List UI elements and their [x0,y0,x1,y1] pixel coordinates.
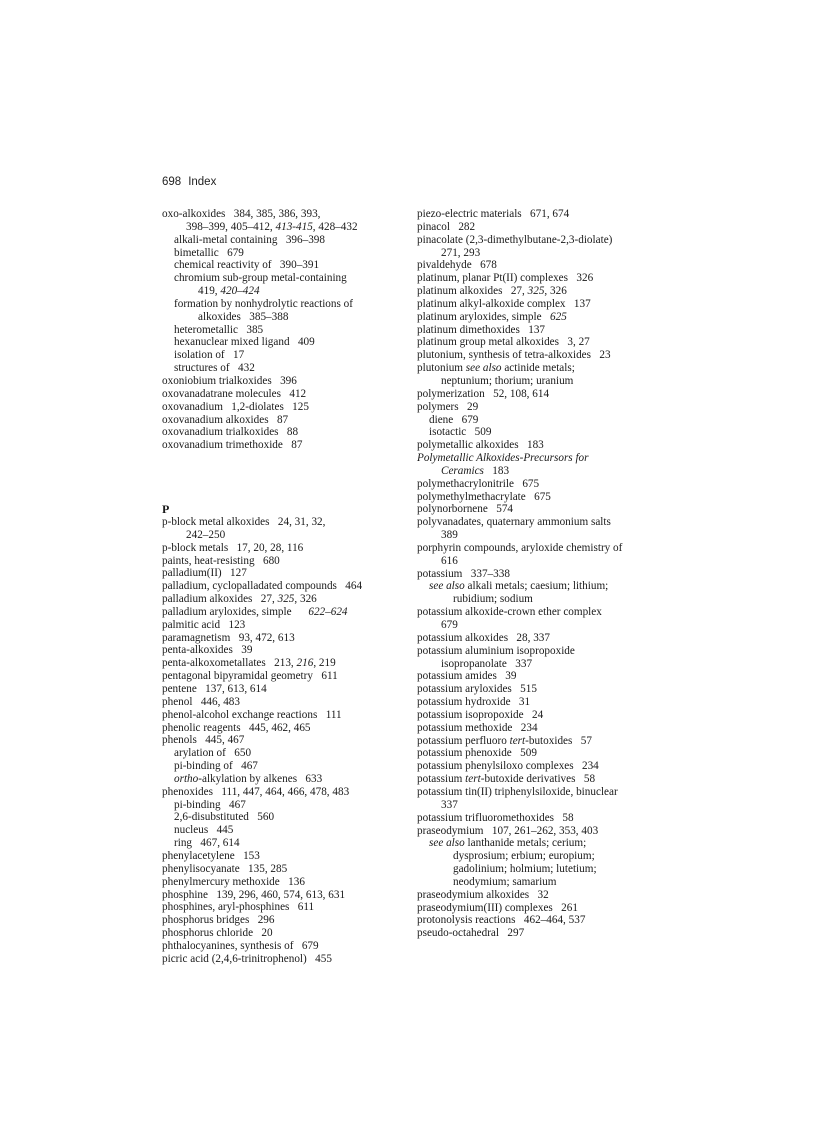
index-entry: phosphines, aryl-phosphines 611 [162,901,315,914]
index-subentry: rubidium; sodium [453,593,533,606]
index-subentry: 271, 293 [441,246,481,259]
index-entry: polymethylmethacrylate 675 [417,490,551,503]
index-subentry: pi-binding 467 [174,798,246,811]
index-entry: potassium hydroxide 31 [417,696,531,709]
page-header [162,176,216,188]
index-subentry: bimetallic 679 [174,246,244,259]
index-entry: potassium tin(II) triphenylsiloxide, binuclear [417,785,618,798]
index-entry: platinum, planar Pt(II) complexes 326 [417,272,594,285]
index-entry: plutonium, synthesis of tetra-alkoxides 23 [417,349,611,362]
index-entry: platinum alkoxides 27, 325, 326 [417,285,567,298]
index-entry: platinum aryloxides, simple 625 [417,310,567,323]
index-entry: paramagnetism 93, 472, 613 [162,631,295,644]
index-entry: pentene 137, 613, 614 [162,683,267,695]
index-entry: penta-alkoxides 39 [162,644,253,657]
index-entry: praseodymium alkoxides 32 [417,888,549,901]
index-entry: palmitic acid 123 [162,618,246,631]
index-subentry: chemical reactivity of 390–391 [174,259,320,272]
index-entry: phenols 445, 467 [162,734,245,747]
section-gap [162,452,402,503]
index-entry: potassium aluminium isopropoxide [417,644,575,657]
index-entry: phenol 446, 483 [162,695,240,708]
index-entry: oxovanadium trialkoxides 88 [162,426,299,439]
index-entry: oxo-alkoxides 384, 385, 386, 393, [162,208,321,220]
index-column-right [417,208,667,940]
index-entry: potassium tert-butoxide derivatives 58 [417,773,596,786]
index-subentry: Ceramics 183 [441,464,510,477]
index-entry: platinum alkyl-alkoxide complex 137 [417,297,591,310]
index-subentry: gadolinium; holmium; lutetium; [453,863,597,876]
index-entry: oxovanadium 1,2-diolates 125 [162,400,309,413]
index-subentry: nucleus 445 [174,824,234,837]
index-subentry: dysprosium; erbium; europium; [453,850,595,863]
index-subentry: see also lanthanide metals; cerium; [429,837,587,850]
index-entry: protonolysis reactions 462–464, 537 [417,914,586,927]
index-entry: phenylisocyanate 135, 285 [162,862,288,875]
index-entry: phenolic reagents 445, 462, 465 [162,721,311,734]
index-entry: polymers 29 [417,400,479,413]
index-entry: phenylacetylene 153 [162,849,260,862]
index-subentry: 337 [441,798,458,811]
index-entry: phenol-alcohol exchange reactions 111 [162,708,342,721]
index-subentry: 419, 420–424 [198,285,260,298]
index-entry: palladium alkoxides 27, 325, 326 [162,593,317,606]
index-subentry: diene 679 [429,413,479,426]
index-entry: phthalocyanines, synthesis of 679 [162,939,319,952]
index-entry: paints, heat-resisting 680 [162,554,280,567]
index-subentry: 398–399, 405–412, 413-415, 428–432 [186,220,358,233]
index-subentry: neodymium; samarium [453,875,557,888]
index-entry: palladium, cyclopalladated compounds 464 [162,580,363,593]
index-entry: oxovanadatrane molecules 412 [162,387,307,400]
index-entry: porphyrin compounds, aryloxide chemistry of [417,541,623,554]
index-subentry: alkali-metal containing 396–398 [174,233,325,246]
index-entry: potassium perfluoro tert-butoxides 57 [417,734,592,747]
index-subentry: structures of 432 [174,362,255,375]
index-entry: phosphorus bridges 296 [162,914,275,927]
index-entry: platinum dimethoxides 137 [417,323,546,336]
index-subentry: neptunium; thorium; uranium [441,374,574,387]
index-subentry: hexanuclear mixed ligand 409 [174,336,315,349]
index-subentry: alkoxides 385–388 [198,310,289,323]
index-entry: potassium phenylsiloxo complexes 234 [417,760,599,773]
index-subentry: 242–250 [186,528,226,541]
index-entry: palladium(II) 127 [162,567,247,580]
index-entry: polyvanadates, quaternary ammonium salts [417,516,611,529]
index-subentry: isotactic 509 [429,426,492,439]
index-entry: oxovanadium trimethoxide 87 [162,439,303,452]
index-entry: picric acid (2,4,6-trinitrophenol) 455 [162,952,332,965]
index-entry: polymethacrylonitrile 675 [417,477,540,490]
index-entry: potassium isopropoxide 24 [417,708,544,721]
index-subentry: 679 [441,619,458,631]
index-entry: pentagonal bipyramidal geometry 611 [162,670,338,683]
index-entry: pinacolate (2,3-dimethylbutane-2,3-diolate) [417,233,613,246]
index-entry: plutonium see also actinide metals; [417,362,575,375]
index-subentry: ortho-alkylation by alkenes 633 [174,772,323,785]
index-entry: potassium alkoxide-crown ether complex [417,606,602,619]
index-entry: potassium phenoxide 509 [417,747,537,760]
index-subentry: 2,6-disubstituted 560 [174,811,275,824]
index-entry: pinacol 282 [417,220,476,233]
index-entry: phenylmercury methoxide 136 [162,875,305,888]
index-subentry: ring 467, 614 [174,837,240,850]
index-entry: potassium amides 39 [417,670,517,683]
index-entry: palladium aryloxides, simple 622–624 [162,605,348,618]
index-entry: piezo-electric materials 671, 674 [417,208,570,220]
index-entry: potassium alkoxides 28, 337 [417,631,550,644]
index-entry: praseodymium 107, 261–262, 353, 403 [417,824,599,837]
index-subentry: formation by nonhydrolytic reactions of [174,297,353,310]
index-entry: praseodymium(III) complexes 261 [417,901,578,914]
index-entry: oxoniobium trialkoxides 396 [162,374,297,387]
index-subentry: pi-binding of 467 [174,760,258,773]
index-entry: potassium 337–338 [417,567,510,580]
index-entry: polymetallic alkoxides 183 [417,439,544,452]
running-head: Index [188,176,217,188]
index-subentry: isopropanolate 337 [441,657,533,670]
index-entry: potassium aryloxides 515 [417,683,537,696]
index-entry: p-block metals 17, 20, 28, 116 [162,541,304,554]
index-subentry: see also alkali metals; caesium; lithium; [429,580,609,593]
index-entry: phosphorus chloride 20 [162,927,273,940]
index-column-left [162,208,402,966]
index-entry: Polymetallic Alkoxides-Precursors for [417,452,589,465]
index-subentry: arylation of 650 [174,747,252,760]
index-entry: pivaldehyde 678 [417,259,497,272]
index-subentry: chromium sub-group metal-containing [174,272,347,285]
index-subentry: 616 [441,554,458,567]
index-entry: phenoxides 111, 447, 464, 466, 478, 483 [162,785,350,798]
index-entry: p-block metal alkoxides 24, 31, 32, [162,516,326,529]
index-subentry: heterometallic 385 [174,323,264,336]
index-entry: oxovanadium alkoxides 87 [162,413,289,426]
index-entry: phosphine 139, 296, 460, 574, 613, 631 [162,888,346,901]
index-subentry: 389 [441,529,458,542]
index-entry: penta-alkoxometallates 213, 216, 219 [162,657,336,670]
index-entry: potassium methoxide 234 [417,721,538,734]
index-entry: polynorbornene 574 [417,503,514,516]
index-entry: platinum group metal alkoxides 3, 27 [417,336,590,349]
page-number: 698 [162,176,182,188]
section-letter: P [162,502,170,517]
index-entry: pseudo-octahedral 297 [417,927,525,940]
index-entry: polymerization 52, 108, 614 [417,387,550,400]
index-subentry: isolation of 17 [174,349,245,362]
index-entry: potassium trifluoromethoxides 58 [417,811,574,824]
